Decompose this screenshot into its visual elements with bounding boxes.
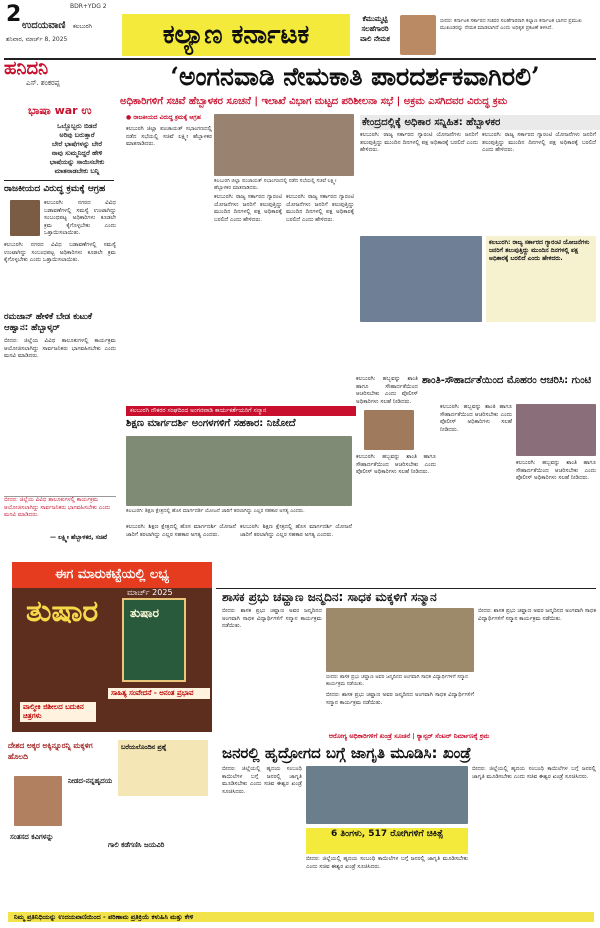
- quote-author: — ಲಕ್ಷ್ಮೀ ಹೆಬ್ಬಾಳಕರ, ಸಚಿವೆ: [50, 534, 107, 541]
- verse-line: ಬೇರೆ ಭಾಷೆಗಳನ್ನು ಬೇರೆ: [51, 140, 103, 148]
- main-story-col1: ಕಲಬುರಗಿ ಜಿಲ್ಲಾ ಪಂಚಾಯತ್ ಸಭಾಂಗಣದಲ್ಲಿ ನಡೆದ ಸಭೆಯಲ್ಲಿ ಸಚಿವೆ ಲಕ್ಷ್ಮೀ ಹೆಬ್ಬಾಳಕರ ಮಾತನಾಡಿದರು.: [126, 126, 212, 148]
- hrudaya-col3: ಬೀದರ: ಜಿಲ್ಲೆಯಲ್ಲಿ ಹೃದಯ ಸಂಬಂಧಿ ಕಾಯಿಲೆಗಳ ಬಗ್ಗೆ ಜನರಲ್ಲಿ ಜಾಗೃತಿ ಮೂಡಿಸಬೇಕು ಎಂದು ಸಚಿವ ಈಶ್ವರ ಖಂಡ್ರೆ ಸೂಚಿಸಿದರು.: [472, 766, 596, 780]
- poetry-ad-line: ನೀಡದ-ನನ್ನಹೃದಯ: [68, 777, 113, 785]
- poetry-ad-title: ದೇಶದ ಅಕ್ಕರ ಅಕ್ಕಿನ್ನೂರನ್ನಿ ಮಕ್ಕಳಿಗ ಹೊಲದಿ: [8, 741, 93, 761]
- hani-verse: [34, 122, 120, 176]
- left-divider: [4, 180, 114, 181]
- shanti-col3: ಕಲಬುರಗಿ: ಹಬ್ಬವನ್ನು ಶಾಂತಿ ಹಾಗೂ ಸೌಹಾರ್ದತೆಯಿಂದ ಆಚರಿಸಬೇಕು ಎಂದು ಪೊಲೀಸ್ ಅಧಿಕಾರಿಗಳು ಸಲಹೆ ನೀಡಿದರು.: [516, 460, 596, 482]
- verse-line: ನಾವು ಸುಮ್ಮನಿದ್ದರೆ ಹೇಳಿ: [51, 149, 103, 157]
- hani-title: ಭಾಷಾ war ಉ: [28, 104, 92, 117]
- poetry-ad-line: ಸಂತಸದ ಕವಿಗಳನ್ನು: [10, 833, 54, 841]
- verse-line: ಅರಿವು ಬರುತ್ತಾರೆ: [59, 131, 95, 139]
- brand-name: [22, 20, 92, 31]
- shasaka-col2: ಬೀದರ: ಶಾಸಕ ಪ್ರಭು ಚವ್ಹಾಣ ಅವರ ಜನ್ಮದಿನದ ಅಂಗವಾಗಿ ಸಾಧಕ ವಿದ್ಯಾರ್ಥಿಗಳಿಗೆ ಸನ್ಮಾನ ಕಾರ್ಯಕ್ರಮ ನಡೆಯಿತು.: [326, 692, 474, 706]
- kendra-photo: [360, 236, 482, 322]
- tushara-ad[interactable]: [12, 562, 212, 732]
- shanti-sidecol: ಕಲಬುರಗಿ: ಹಬ್ಬವನ್ನು ಶಾಂತಿ ಹಾಗೂ ಸೌಹಾರ್ದತೆಯಿಂದ ಆಚರಿಸಬೇಕು ಎಂದು ಪೊಲೀಸ್ ಅಧಿಕಾರಿಗಳು ಸಲಹೆ ನೀಡಿದರು.: [356, 376, 418, 405]
- shanti-portrait: [364, 410, 414, 450]
- hani-dani-box: [4, 58, 114, 98]
- main-story-photo: [214, 114, 354, 176]
- header-portrait: [400, 15, 436, 55]
- verse-line: ಮಾತನಾಡಬೇಕು ಬನ್ನಿ: [54, 167, 100, 175]
- left-story2-body: ಬೀದರ: ಜಿಲ್ಲೆಯ ವಿವಿಧ ತಾಲೂಕುಗಳಲ್ಲಿ ಕಾರ್ಯಕ್ರಮ ಆಯೋಜಿಸಲಾಗಿದ್ದು ಸಾರ್ವಜನಿಕರು ಭಾಗವಹಿಸಬೇಕು ಎಂದು ಮನವಿ ಮಾಡಿದರು.: [4, 338, 116, 360]
- shikshana-col1: ಕಲಬುರಗಿ: ಶಿಕ್ಷಣ ಕ್ಷೇತ್ರದಲ್ಲಿ ಹೊಸ ಮಾರ್ಗದರ್ಶಿ ಯೋಜನೆ ಜಾರಿಗೆ ತರಲಾಗಿದ್ದು ಎಲ್ಲರ ಸಹಕಾರ ಅಗತ್ಯ ಎಂದರು.: [126, 524, 236, 538]
- side-caption-line: ಕೆಮುಮ್ಮಟ್ಟಿ: [362, 15, 388, 23]
- hrudaya-photo: [306, 766, 468, 824]
- main-story-col3: ಕಲಬುರಗಿ: ರಾಜ್ಯ ಸರ್ಕಾರದ ಗ್ಯಾರಂಟಿ ಯೋಜನೆಗಳು ಜನರಿಗೆ ತಲುಪುತ್ತಿದ್ದು ಮುಂದಿನ ದಿನಗಳಲ್ಲಿ ಪಕ್ಷ ಅಧಿಕಾರಕ್ಕೆ ಬರಲಿದೆ ಎಂದು ಹೇಳಿದರು.: [286, 194, 354, 223]
- main-story-dateline: ● ರಾಜಕೀಯದ ವಿರುದ್ಧ ಕ್ರಮಕ್ಕೆ ಆಗ್ರಹ: [126, 114, 201, 121]
- edition-label: ಕಲಬುರಗಿ: [72, 23, 92, 30]
- verse-line: ಒಬ್ಬೊಬ್ಬರು ಬಿಡದೆ: [57, 122, 97, 130]
- tushara-ad-top: ಈಗ ಮಾರುಕಟ್ಟೆಯಲ್ಲಿ ಲಭ್ಯ: [12, 562, 212, 588]
- tushara-ad-title: ತುಷಾರ: [26, 594, 99, 629]
- tushara-book-cover: [122, 598, 186, 682]
- shasaka-divider: [216, 588, 596, 589]
- hrudaya-col2: ಬೀದರ: ಜಿಲ್ಲೆಯಲ್ಲಿ ಹೃದಯ ಸಂಬಂಧಿ ಕಾಯಿಲೆಗಳ ಬಗ್ಗೆ ಜನರಲ್ಲಿ ಜಾಗೃತಿ ಮೂಡಿಸಬೇಕು ಎಂದು ಸಚಿವ ಈಶ್ವರ ಖಂಡ್ರೆ ಸೂಚಿಸಿದರು.: [306, 856, 468, 870]
- main-story-caption: ಕಲಬುರಗಿ ಜಿಲ್ಲಾ ಪಂಚಾಯತ್ ಸಭಾಂಗಣದಲ್ಲಿ ನಡೆದ ಸಭೆಯಲ್ಲಿ ಸಚಿವೆ ಲಕ್ಷ್ಮೀ ಹೆಬ್ಬಾಳಕರ ಮಾತನಾಡಿದರು.: [214, 178, 337, 191]
- shanti-title: ಶಾಂತಿ-ಸೌಹಾರ್ದತೆಯಿಂದ ಮೊಹರಂ ಆಚರಿಸಿ: ಗುಂಟಿ: [422, 375, 592, 386]
- shasaka-title: ಶಾಸಕ ಪ್ರಭು ಚವ್ಹಾಣ ಜನ್ಮದಿನ: ಸಾಧಕ ಮಕ್ಕಳಿಗೆ ಸನ್ಮಾನ: [222, 590, 437, 604]
- tushara-book-title: ತುಷಾರ: [130, 606, 159, 620]
- shikshana-title: ಶಿಕ್ಷಣ ಮಾರ್ಗದರ್ಶಿ ಅಂಗಳಗಳಿಗೆ ಸಹಕಾರ: ನಿಜೋದೆ: [126, 418, 296, 429]
- main-subheadline: ಅಧಿಕಾರಿಗಳಿಗೆ ಸಚಿವೆ ಹೆಬ್ಬಾಳಕರ ಸೂಚನೆ | ಇಲಾಖೆ ವಿಭಾಗ ಮಟ್ಟದ ಪರಿಶೀಲನಾ ಸಭೆ | ಅಕ್ರಮ ಎಸಗಿದವರ ವಿರುದ್ಧ ಕ್ರಮ: [120, 96, 508, 107]
- shikshana-banner: ಕಲಬುರಗಿ ನೌಕರರ ಸಂಘದಿಂದ ಅಂಗನವಾಡಿ ಕಾರ್ಯಕರ್ತೆಯರಿಗೆ ಸನ್ಮಾನ: [126, 406, 356, 416]
- shikshana-photo: [126, 436, 352, 506]
- kendra-title: ಕೇಂದ್ರದಲ್ಲಿಕ್ಕೆ ಅಧಿಕಾರ ಸನ್ನಿಹಿತ: ಹೆಬ್ಬಾಳಕರ: [360, 115, 600, 130]
- kendra-col2: ಕಲಬುರಗಿ: ರಾಜ್ಯ ಸರ್ಕಾರದ ಗ್ಯಾರಂಟಿ ಯೋಜನೆಗಳು ಜನರಿಗೆ ತಲುಪುತ್ತಿದ್ದು ಮುಂದಿನ ದಿನಗಳಲ್ಲಿ ಪಕ್ಷ ಅಧಿಕಾರಕ್ಕೆ ಬರಲಿದೆ ಎಂದು ಹೇಳಿದರು.: [482, 132, 596, 154]
- dateline-text: ರಾಜಕೀಯದ ವಿರುದ್ಧ ಕ್ರಮಕ್ಕೆ ಆಗ್ರಹ: [133, 114, 201, 121]
- shikshana-col2: ಕಲಬುರಗಿ: ಶಿಕ್ಷಣ ಕ್ಷೇತ್ರದಲ್ಲಿ ಹೊಸ ಮಾರ್ಗದರ್ಶಿ ಯೋಜನೆ ಜಾರಿಗೆ ತರಲಾಗಿದ್ದು ಎಲ್ಲರ ಸಹಕಾರ ಅಗತ್ಯ ಎಂದರು.: [240, 524, 352, 538]
- side-caption-line: ವಾಲಿ ನೇಮಕ: [360, 35, 390, 43]
- poetry-ad-portrait: [14, 776, 62, 826]
- hani-author: ಎಸ್. ಶಂಕರಪ್ಪ: [26, 79, 60, 87]
- hani-logo: ಹನಿದನಿ: [4, 58, 49, 79]
- shasaka-photo: [326, 608, 474, 672]
- side-caption-line: ಸಲಹೆಗಾರರಿ: [361, 25, 389, 33]
- hrudaya-stat: 6 ತಿಂಗಳು, 517 ರೋಗಿಗಳಿಗೆ ಚಿಕಿತ್ಸೆ: [306, 828, 468, 854]
- main-story-col2: ಕಲಬುರಗಿ: ರಾಜ್ಯ ಸರ್ಕಾರದ ಗ್ಯಾರಂಟಿ ಯೋಜನೆಗಳು ಜನರಿಗೆ ತಲುಪುತ್ತಿದ್ದು ಮುಂದಿನ ದಿನಗಳಲ್ಲಿ ಪಕ್ಷ ಅಧಿಕಾರಕ್ಕೆ ಬರಲಿದೆ ಎಂದು ಹೇಳಿದರು.: [214, 194, 282, 223]
- tushara-ad-label2: ಸಾಹಿತ್ಯ ಸಂವೇದನೆ - ಅನಂತ ಪ್ರಭಾವ: [108, 688, 210, 699]
- shanti-col2: ಕಲಬುರಗಿ: ಹಬ್ಬವನ್ನು ಶಾಂತಿ ಹಾಗೂ ಸೌಹಾರ್ದತೆಯಿಂದ ಆಚರಿಸಬೇಕು ಎಂದು ಪೊಲೀಸ್ ಅಧಿಕಾರಿಗಳು ಸಲಹೆ ನೀಡಿದರು.: [440, 404, 512, 433]
- shikshana-caption: ಕಲಬುರಗಿ: ಶಿಕ್ಷಣ ಕ್ಷೇತ್ರದಲ್ಲಿ ಹೊಸ ಮಾರ್ಗದರ್ಶಿ ಯೋಜನೆ ಜಾರಿಗೆ ತರಲಾಗಿದ್ದು ಎಲ್ಲರ ಸಹಕಾರ ಅಗತ್ಯ ಎಂದರು.: [126, 508, 305, 514]
- main-headline: ‘ಅಂಗನವಾಡಿ ನೇಮಕಾತಿ ಪಾರದರ್ಶಕವಾಗಿರಲಿ’: [170, 62, 540, 91]
- left-story2-quote: [4, 496, 116, 529]
- page-code: BDR+YDG 2: [70, 3, 107, 10]
- left-story1-body: ಕಲಬುರಗಿ: ನಗರದ ವಿವಿಧ ಬಡಾವಣೆಗಳಲ್ಲಿ ಸಮಸ್ಯೆ ಉಂಟಾಗಿದ್ದು ಸಂಬಂಧಪಟ್ಟ ಅಧಿಕಾರಿಗಳು ಕೂಡಲೇ ಕ್ರಮ ಕೈಗೊಳ್ಳಬೇಕು ಎಂದು ಒತ್ತಾಯಿಸಲಾಯಿತು.: [4, 242, 116, 264]
- tushara-ad-label1: ವಾಲ್ಮೀಕಿ ಜಿಶೀಲದ ಬದುಕಿನ ಚಿತ್ರಗಳು: [20, 702, 96, 722]
- issue-date: ಶನಿವಾರ, ಮಾರ್ಚ್ 8, 2025: [6, 36, 68, 43]
- kendra-col1: ಕಲಬುರಗಿ: ರಾಜ್ಯ ಸರ್ಕಾರದ ಗ್ಯಾರಂಟಿ ಯೋಜನೆಗಳು ಜನರಿಗೆ ತಲುಪುತ್ತಿದ್ದು ಮುಂದಿನ ದಿನಗಳಲ್ಲಿ ಪಕ್ಷ ಅಧಿಕಾರಕ್ಕೆ ಬರಲಿದೆ ಎಂದು ಹೇಳಿದರು.: [360, 132, 478, 154]
- shanti-col1: ಕಲಬುರಗಿ: ಹಬ್ಬವನ್ನು ಶಾಂತಿ ಹಾಗೂ ಸೌಹಾರ್ದತೆಯಿಂದ ಆಚರಿಸಬೇಕು ಎಂದು ಪೊಲೀಸ್ ಅಧಿಕಾರಿಗಳು ಸಲಹೆ ನೀಡಿದರು.: [356, 454, 436, 476]
- footer-bar: ನಿಮ್ಮ ಪ್ರತಿನಿಧಿಯನ್ನು ಉದಯವಾಣಿಯಿಂದ - ಪರಿಣಾಮ ಪ್ರತಿಕ್ರಿಯೆ ಕಳುಹಿಸಿ ಮತ್ತು ಕೇಳಿ: [8, 912, 594, 922]
- left-story1-lead: ಕಲಬುರಗಿ: ನಗರದ ವಿವಿಧ ಬಡಾವಣೆಗಳಲ್ಲಿ ಸಮಸ್ಯೆ ಉಂಟಾಗಿದ್ದು ಸಂಬಂಧಪಟ್ಟ ಅಧಿಕಾರಿಗಳು ಕೂಡಲೇ ಕ್ರಮ ಕೈಗೊಳ್ಳಬೇಕು ಎಂದು ಒತ್ತಾಯಿಸಲಾಯಿತು.: [44, 200, 116, 237]
- brand-title: ಉದಯವಾಣಿ: [22, 20, 66, 31]
- kendra-pullquote: ಕಲಬುರಗಿ: ರಾಜ್ಯ ಸರ್ಕಾರದ ಗ್ಯಾರಂಟಿ ಯೋಜನೆಗಳು ಜನರಿಗೆ ತಲುಪುತ್ತಿದ್ದು ಮುಂದಿನ ದಿನಗಳಲ್ಲಿ ಪಕ್ಷ ಅಧಿಕಾರಕ್ಕೆ ಬರಲಿದೆ ಎಂದು ಹೇಳಿದರು.: [486, 236, 596, 322]
- shasaka-col3: ಬೀದರ: ಶಾಸಕ ಪ್ರಭು ಚವ್ಹಾಣ ಅವರ ಜನ್ಮದಿನದ ಅಂಗವಾಗಿ ಸಾಧಕ ವಿದ್ಯಾರ್ಥಿಗಳಿಗೆ ಸನ್ಮಾನ ಕಾರ್ಯಕ್ರಮ ನಡೆಯಿತು.: [478, 608, 596, 622]
- hrudaya-col1: ಬೀದರ: ಜಿಲ್ಲೆಯಲ್ಲಿ ಹೃದಯ ಸಂಬಂಧಿ ಕಾಯಿಲೆಗಳ ಬಗ್ಗೆ ಜನರಲ್ಲಿ ಜಾಗೃತಿ ಮೂಡಿಸಬೇಕು ಎಂದು ಸಚಿವ ಈಶ್ವರ ಖಂಡ್ರೆ ಸೂಚಿಸಿದರು.: [222, 766, 302, 795]
- hrudaya-kicker: ಆರೋಗ್ಯ ಅಧಿಕಾರಿಗಳಿಗೆ ಖಂಡ್ರೆ ಸೂಚನೆ | ಕ್ಯಾನ್ಸರ್ ಸೆಂಟರ್ ನಿರ್ಮಾಣಕ್ಕೆ ಕ್ರಮ: [328, 732, 490, 740]
- poetry-ad: [8, 740, 208, 910]
- shanti-photo: [516, 404, 596, 456]
- page-number: 2: [6, 2, 22, 27]
- header-note: ಬೀದರ: ಕರ್ನಾಟಕ ಸರ್ಕಾರದ ಸಚಿವರ ಸಲಹೆಗಾರರಾಗಿ ಕಲ್ಯಾಣ ಕರ್ನಾಟಕ ಭಾಗದ ಪ್ರಮುಖ ಮುಖಂಡರನ್ನು ನೇಮಕ ಮಾಡಲಾಗಿದೆ ಎಂದು ಅಧಿಕೃತ ಪ್ರಕಟಣೆ ತಿಳಿಸಿದೆ.: [440, 18, 582, 31]
- left-story1-photo: [10, 200, 40, 236]
- side-caption: [352, 14, 398, 56]
- poetry-ad-box: ಬರೆಯಲೊಂದಿನ ಪ್ರಶ್ನೆ: [118, 740, 208, 796]
- shasaka-caption: ಬೀದರ: ಶಾಸಕ ಪ್ರಭು ಚವ್ಹಾಣ ಅವರ ಜನ್ಮದಿನದ ಅಂಗವಾಗಿ ಸಾಧಕ ವಿದ್ಯಾರ್ಥಿಗಳಿಗೆ ಸನ್ಮಾನ ಕಾರ್ಯಕ್ರಮ ನಡೆಯಿತು.: [326, 674, 468, 687]
- poetry-ad-line: ಗಾಲಿ ಕಡೆಗಣಿಸಿ ಜಯವಿರಿ: [108, 841, 165, 849]
- tushara-ad-year: ಮಾರ್ಚ್ 2025: [127, 588, 173, 597]
- shasaka-col1: ಬೀದರ: ಶಾಸಕ ಪ್ರಭು ಚವ್ಹಾಣ ಅವರ ಜನ್ಮದಿನದ ಅಂಗವಾಗಿ ಸಾಧಕ ವಿದ್ಯಾರ್ಥಿಗಳಿಗೆ ಸನ್ಮಾನ ಕಾರ್ಯಕ್ರಮ ನಡೆಯಿತು.: [222, 608, 322, 630]
- quote-text: ಬೀದರ: ಜಿಲ್ಲೆಯ ವಿವಿಧ ತಾಲೂಕುಗಳಲ್ಲಿ ಕಾರ್ಯಕ್ರಮ ಆಯೋಜಿಸಲಾಗಿದ್ದು ಸಾರ್ವಜನಿಕರು ಭಾಗವಹಿಸಬೇಕು ಎಂದು ಮನವಿ ಮಾಡಿದರು.: [4, 497, 111, 519]
- verse-line: ಭಾಷೆಯನ್ನು ಸಾಯಿಸಬೇಕು: [49, 158, 105, 166]
- hrudaya-title: ಜನರಲ್ಲಿ ಹೃದ್ರೋಗದ ಬಗ್ಗೆ ಜಾಗೃತಿ ಮೂಡಿಸಿ: ಖಂಡ್ರೆ: [222, 744, 472, 762]
- section-banner: ಕಲ್ಯಾಣ ಕರ್ನಾಟಕ: [122, 14, 350, 56]
- left-story2-title: ರಮಜಾನ್ ಹೇಳಿಕೆ ಬೇಡ ಕುಟುಕೆ ಆಹ್ವಾನ: ಹೆಬ್ಬಾಳ್ಕರ್: [4, 312, 93, 333]
- left-story1-title: ರಾಜಕೀಯದ ವಿರುದ್ಧ ಕ್ರಮಕ್ಕೆ ಆಗ್ರಹ: [4, 184, 106, 194]
